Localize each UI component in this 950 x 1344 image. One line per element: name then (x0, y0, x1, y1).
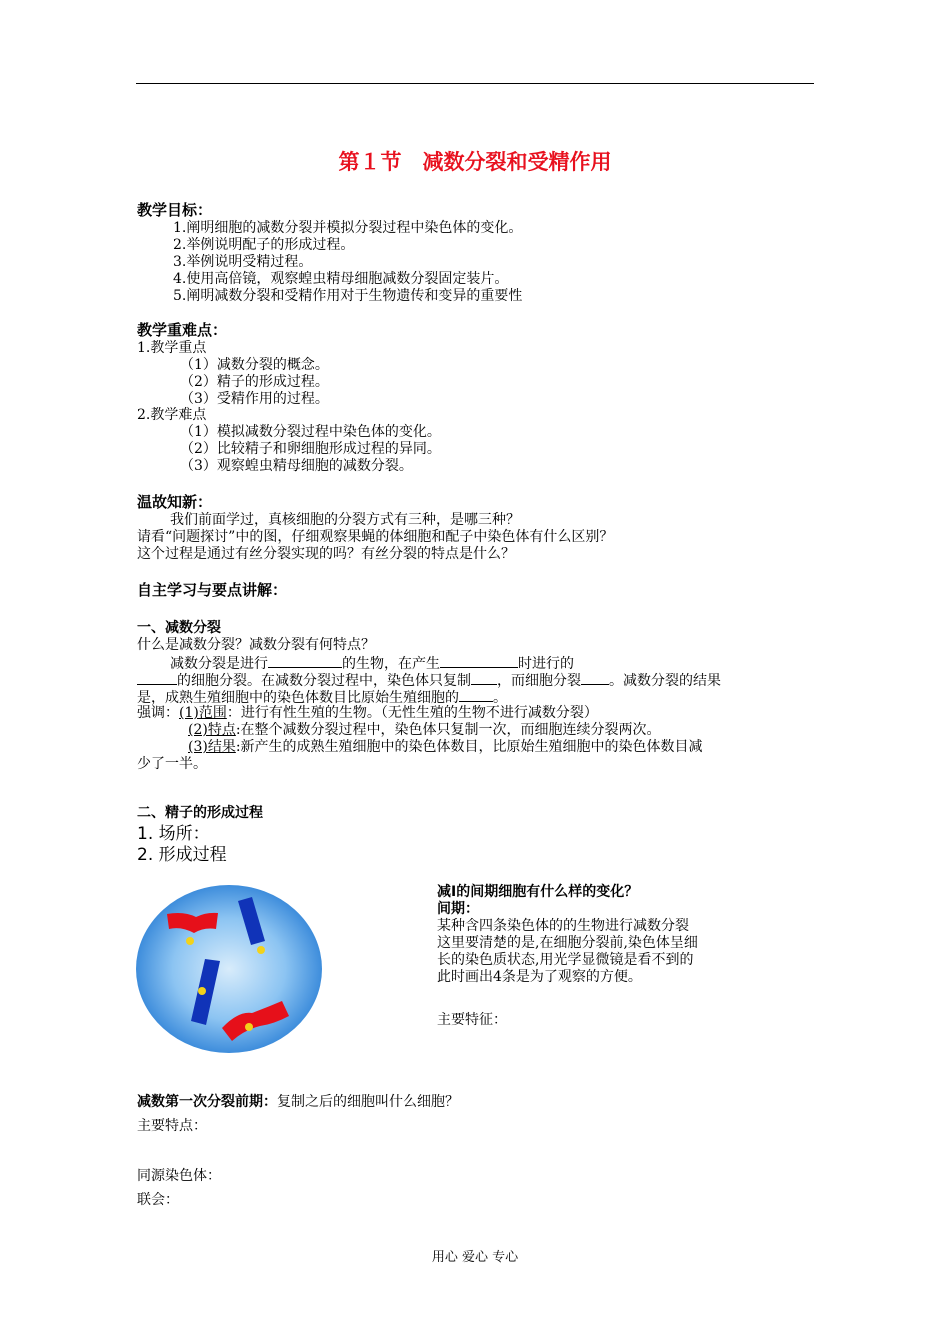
scope-text: ：进行有性生殖的生物。（无性生殖的生物不进行减数分裂） (226, 705, 598, 721)
fill-blank[interactable] (581, 671, 609, 685)
centromere (198, 987, 206, 995)
fill-blank[interactable] (471, 671, 497, 685)
definition-text: 时进行的 (518, 656, 574, 672)
result-label: (3)结果 (188, 739, 236, 755)
interphase-line: 这里要清楚的是,在细胞分裂前,染色体呈细 (437, 935, 698, 951)
review-heading: 温故知新： (137, 493, 213, 511)
prophase-main-features: 主要特点： (137, 1118, 207, 1134)
interphase-feature-label: 主要特征： (437, 1012, 507, 1028)
definition-text: 的细胞分裂。在减数分裂过程中，染色体只复制 (177, 673, 471, 689)
goal-item: 1.阐明细胞的减数分裂并模拟分裂过程中染色体的变化。 (173, 220, 523, 236)
page-footer: 用心 爱心 专心 (431, 1250, 519, 1265)
section1-question: 什么是减数分裂？减数分裂有何特点？ (137, 637, 375, 653)
section2-item-process: 2. 形成过程 (137, 845, 227, 865)
interphase-line: 此时画出4条是为了观察的方便。 (437, 969, 642, 985)
goal-item: 4.使用高倍镜，观察蝗虫精母细胞减数分裂固定装片。 (173, 271, 509, 287)
self-study-heading: 自主学习与要点讲解： (137, 581, 288, 599)
feature-text: :在整个减数分裂过程中，染色体只复制一次，而细胞连续分裂两次。 (235, 722, 661, 738)
result-tail: 少了一半。 (137, 756, 207, 772)
definition-text: ，而细胞分裂 (497, 673, 581, 689)
emphasis-label: 强调： (137, 705, 179, 721)
result-text: :新产生的成熟生殖细胞中的染色体数目，比原始生殖细胞中的染色体数目减 (235, 739, 703, 755)
scope-label: (1)范围 (179, 705, 227, 721)
goal-item: 3.举例说明受精过程。 (173, 254, 313, 270)
difficult-item: （3）观察蝗虫精母细胞的减数分裂。 (180, 458, 413, 474)
interphase-question: 减Ⅰ的间期细胞有什么样的变化？ (437, 884, 639, 900)
definition-text: 。 (493, 690, 507, 706)
prophase-heading: 减数第一次分裂前期： (137, 1094, 277, 1110)
emphasis-line-1 (137, 705, 598, 722)
centromere (245, 1023, 253, 1031)
feature-label: (2)特点 (188, 722, 236, 738)
goals-heading: 教学目标： (137, 201, 213, 219)
key-item: （1）减数分裂的概念。 (180, 357, 329, 373)
section2-item-location: 1. 场所： (137, 824, 210, 844)
key-label: 1.教学重点 (137, 340, 207, 356)
difficult-item: （1）模拟减数分裂过程中染色体的变化。 (180, 424, 441, 440)
review-line: 我们前面学过，真核细胞的分裂方式有三种，是哪三种？ (170, 512, 520, 528)
centromere (186, 937, 194, 945)
section1-heading: 一、减数分裂 (137, 620, 221, 636)
interphase-line: 长的染色质状态,用光学显微镜是看不到的 (437, 952, 694, 968)
cell-diagram (134, 883, 324, 1055)
difficult-item: （2）比较精子和卵细胞形成过程的异同。 (180, 441, 441, 457)
emphasis-line-2 (188, 722, 661, 739)
goal-item: 2.举例说明配子的形成过程。 (173, 237, 355, 253)
definition-text: 是，成熟生殖细胞中的染色体数目比原始生殖细胞的 (137, 690, 459, 706)
definition-text: 的生物，在产生 (342, 656, 440, 672)
review-line: 请看“问题探讨”中的图，仔细观察果蝇的体细胞和配子中染色体有什么区别？ (137, 529, 614, 545)
interphase-line: 某种含四条染色体的的生物进行减数分裂 (437, 918, 689, 934)
prophase-synapsis: 联会： (137, 1192, 179, 1208)
difficult-label: 2.教学难点 (137, 407, 207, 423)
centromere (257, 946, 265, 954)
header-rule (136, 83, 814, 84)
fill-blank[interactable] (268, 654, 342, 668)
prophase-homologous: 同源染色体： (137, 1168, 221, 1184)
key-points-heading: 教学重难点： (137, 321, 228, 339)
page-title: 第１节 减数分裂和受精作用 (338, 150, 612, 174)
key-item: （3）受精作用的过程。 (180, 391, 329, 407)
prophase-line (137, 1094, 459, 1111)
prophase-question: 复制之后的细胞叫什么细胞？ (277, 1094, 459, 1110)
fill-blank[interactable] (459, 688, 493, 702)
fill-blank[interactable] (137, 671, 177, 685)
fill-blank[interactable] (440, 654, 518, 668)
definition-text: 减数分裂是进行 (170, 656, 268, 672)
emphasis-line-3 (188, 739, 703, 756)
key-item: （2）精子的形成过程。 (180, 374, 329, 390)
definition-text: 。减数分裂的结果 (609, 673, 721, 689)
interphase-label: 间期： (437, 901, 479, 917)
goal-item: 5.阐明减数分裂和受精作用对于生物遗传和变异的重要性 (173, 288, 523, 304)
section2-heading: 二、精子的形成过程 (137, 805, 263, 821)
review-line: 这个过程是通过有丝分裂实现的吗？有丝分裂的特点是什么？ (137, 546, 515, 562)
